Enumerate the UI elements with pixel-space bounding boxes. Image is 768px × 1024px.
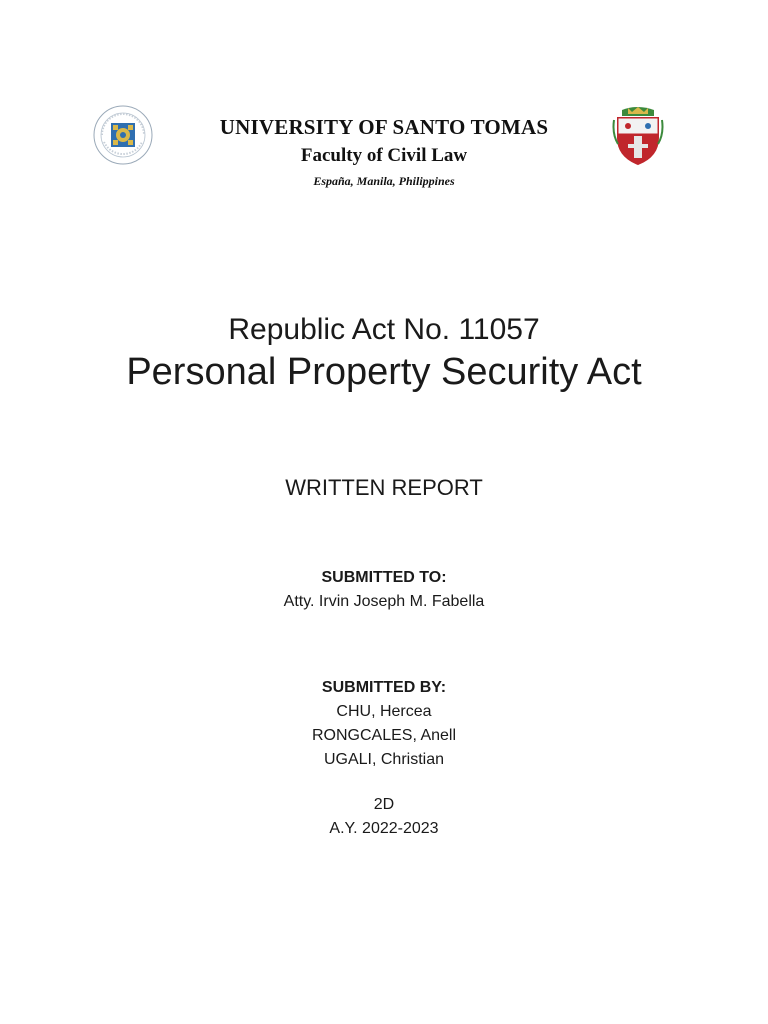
author-name: UGALI, Christian — [323, 751, 445, 768]
submitted-to-name: Atty. Irvin Joseph M. Fabella — [283, 593, 485, 610]
university-address: España, Manila, Philippines — [313, 174, 455, 188]
university-name: UNIVERSITY OF SANTO TOMAS — [219, 115, 549, 139]
republic-act-number: Republic Act No. 11057 — [228, 313, 540, 346]
report-type: WRITTEN REPORT — [285, 475, 483, 500]
faculty-name: Faculty of Civil Law — [300, 145, 468, 166]
submitted-by-block — [0, 676, 768, 772]
submitted-to-label: SUBMITTED TO: — [321, 569, 447, 586]
author-name: CHU, Hercea — [336, 703, 432, 720]
class-info-block — [0, 793, 768, 841]
act-title: Personal Property Security Act — [126, 351, 642, 393]
letterhead — [0, 113, 768, 191]
submitted-to-block — [0, 566, 768, 614]
submitted-by-label: SUBMITTED BY: — [321, 679, 447, 696]
author-name: RONGCALES, Anell — [311, 727, 457, 744]
academic-year: A.Y. 2022-2023 — [329, 820, 439, 837]
section: 2D — [373, 796, 395, 813]
